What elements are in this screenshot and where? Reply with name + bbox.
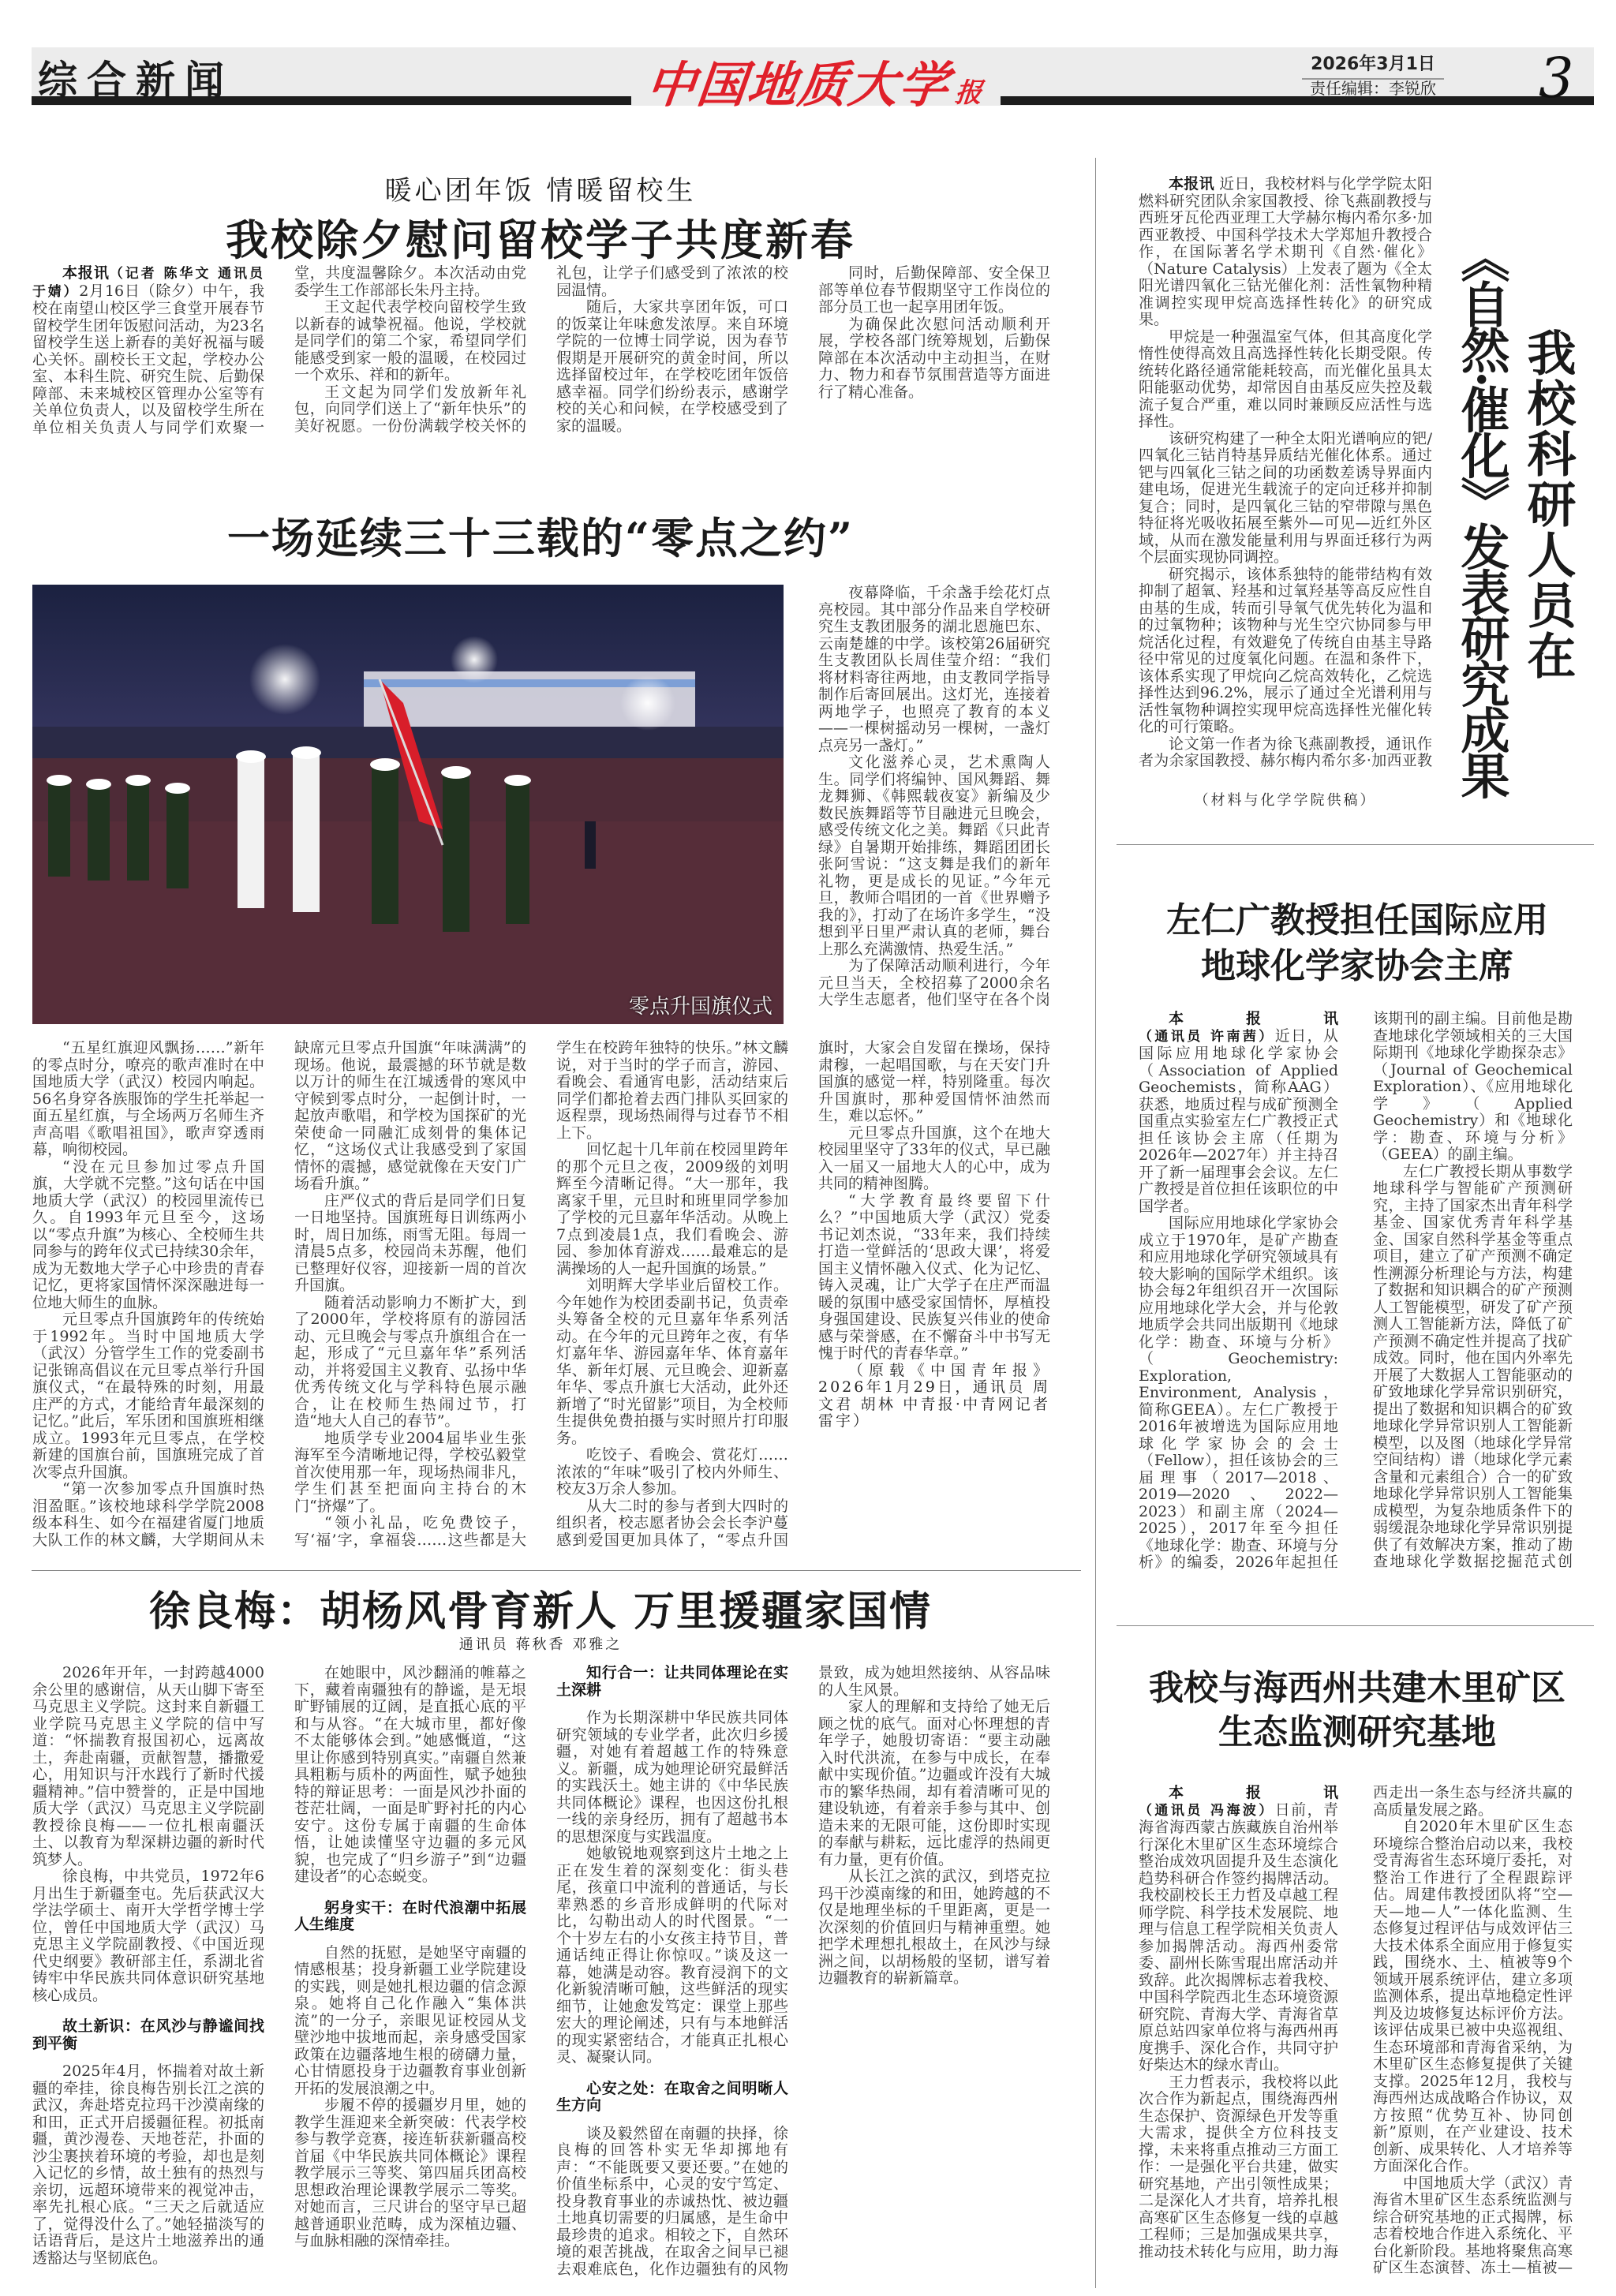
paragraph: 该研究构建了一种全太阳光谱响应的钯/四氧化三钴肖特基异质结光催化体系。通过钯与四氧化三钴之间的功函数差诱导界面内建电场，促进光生载流子的定向迁移并抑制复合；同时，是四氧化三钴的窄带隙与黑色特征将光吸收拓展至紫外—可见—近红外区域，从而在激发能量利用与界面迁移行为两个层面实现协同调控。 bbox=[1139, 429, 1432, 566]
paragraph: 王力哲表示，我校将以此次合作为新起点，围绕海西州生态保护、资源绿色开发等重大需求，提供全方位科技支撑，未来将重点推动三方面工作：一是强化平台共建，做实研究基地，产出引领性成果；二是深化人才共育，培养扎根高寒矿区生态修复一线的卓越工程师；三是加强成果共享，推动技术转化与应用，助力海西走出一条生态与经济共赢的高质量发展之路。 bbox=[1139, 1785, 1573, 2260]
paragraph: 元旦零点升国旗跨年的传统始于1992年。当时中国地质大学（武汉）分管学生工作的党委副书记张锦高倡议在元旦零点举行升国旗仪式，“在最特殊的时刻，用最庄严的方式，才能给青年最深刻的记忆。”此后，军乐团和国旗班相继成立。1993年元旦零点，在学校新建的国旗台前，国旗班完成了首次零点升国旗。 bbox=[32, 1311, 264, 1481]
headline-line: 生态监测研究基地 bbox=[1218, 1712, 1496, 1752]
paragraph: 谈及毅然留在南疆的抉择，徐良梅的回答朴实无华却掷地有声：“不能既要又要还要。”在她的价值坐标系中，心灵的安宁笃定、投身教育事业的赤诚热忱、被边疆土地真切需要的归属感，是生命中最珍贵的追求。相较之下，自然环境的艰苦挑战，在取舍之间早已褪去艰难底色，化作边疆独有的风物景致，成为她坦然接纳、从容品味的人生风景。 bbox=[556, 1665, 1050, 2278]
paragraph: 左仁广教授长期从事数学地球科学与智能矿产预测研究，主持了国家杰出青年科学基金、国家优秀青年科学基金、国家自然科学基金等重点项目，建立了矿产预测不确定性溯源分析理论与方法，构建了数据和知识耦合的矿产预测人工智能模型，研发了矿产预测人工智能新方法，降低了矿产预测不确定性并提高了找矿成效。同时，他在国内外率先开展了大数据人工智能驱动的矿致地球化学异常识别研究，提出了数据和知识耦合的矿致地球化学异常识别人工智能新模型，以及图（地球化学异常空间结构）谱（地球化学元素含量和元素组合）合一的矿致地球化学异常识别人工智能集成模型，为复杂地质条件下的弱缓混杂地球化学异常识别提供了有效解决方案，推动了勘查地球化学数据挖掘范式创 bbox=[1373, 1162, 1573, 1570]
headline-line: 地球化学家协会主席 bbox=[1201, 946, 1513, 986]
paragraph: 2026年开年，一封跨越4000余公里的感谢信，从天山脚下寄至马克思主义学院。这封来自新疆工业学院马克思主义学院的信中写道：“怀揣教育报国初心，远离故土，奔赴南疆，贡献智慧，播撒爱心，用知识与汗水践行了新时代援疆精神。”信中赞誉的，正是中国地质大学（武汉）马克思主义学院副教授徐良梅——一位扎根南疆沃土、以教育为犁深耕边疆的新时代筑梦人。 bbox=[32, 1665, 264, 1868]
masthead-rule-right bbox=[1001, 96, 1594, 105]
paragraph: 夜幕降临，千余盏手绘花灯点亮校园。其中部分作品来自学校研究生支教团服务的湖北恩施巴东、云南楚雄的中学。该校第26届研究生支教团队长周佳莹介绍：“我们将材料寄往两地，由支教同学指导制作后寄回展出。这灯光，连接着两地学子，也照亮了教育的本义——一棵树摇动另一棵树，一盏灯点亮另一盏灯。” bbox=[818, 585, 1050, 754]
paragraph: 自然的抚慰，是她坚守南疆的情感根基；投身新疆工业学院建设的实践，则是她扎根边疆的信念源泉。她将自己化作融入“集体洪流”的一分子，亲眼见证校园从戈壁沙地中拔地而起，亲身感受国家政策在边疆落地生根的磅礴力量，心甘情愿投身于边疆教育事业创新开拓的发展浪潮之中。 bbox=[294, 1943, 526, 2097]
paragraph-text: 近日，我校材料与化学学院太阳燃料研究团队余家国教授、徐飞燕副教授与西班牙瓦伦西亚理工大学赫尔梅内希尔多·加西亚教授、中国科学技术大学郑旭升教授合作，在国际著名学术期刊《自然·催化》（Nature Catalysis）上发表了题为《全太阳光谱四氧化三钴光催化剂：活性氧物种精准调控实现甲烷高选择性转化》的研究成果。 bbox=[1139, 176, 1432, 328]
paragraph: 国际应用地球化学家协会成立于1970年，是矿产勘查和应用地球化学研究领域具有较大影响的国际学术组织。该协会每2年组织召开一次国际应用地球化学大会，并与伦敦地质学会共同出版期刊《地球化学：勘查、环境与分析》（Geochemistry: Exploration, Environment, Analysis，简称GEEA）。左仁广教授于2016年被增选为国际应用地球化学家协会的会士（Fellow），担任该协会的三届理事（2017—2018、2019—2020、2022—2023）和副主席（2024—2025），2017年至今担任《地球化学：勘查、环境与分析》的编委，2026年起担任该期刊的副主编。目前他是勘查地球化学领域相关的三大国际期刊《地球化学勘探杂志》（Journal of Geochemical Exploration）、《应用地球化学》（Applied Geochemistry）和《地球化学：勘查、环境与分析》（GEEA）的副主编。 bbox=[1139, 1011, 1573, 1571]
section-title: 综合新闻 bbox=[38, 58, 234, 103]
paragraph-text: 2月16日（除夕）中午，我校在南望山校区学三食堂开展春节留校学生团年饭慰问活动，为23名留校学生送上新春的美好祝福与暖心关怀。副校长王文起，学校办公室、本科生院、研究生院、后勤保障部、未来城校区管理办公室等有关单位负责人，以及留校学生所在单位相关负责人与同学们欢聚一堂，共度温馨除夕。本次活动由党委学生工作部部长朱丹主持。 bbox=[32, 265, 526, 436]
paragraph: 甲烷是一种强温室气体，但其高度化学惰性使得高效且高选择性转化长期受限。传统转化路径通常能耗较高，而光催化虽具太阳能驱动优势，却常因自由基反应失控及载流子复合严重，难以同时兼顾反应活性与选择性。 bbox=[1139, 327, 1432, 430]
paragraph bbox=[1139, 176, 1432, 329]
zuo-headline bbox=[1120, 898, 1594, 989]
haixi-headline bbox=[1120, 1666, 1594, 1755]
xu-body bbox=[32, 1665, 1050, 2292]
paragraph: 王文起为同学们发放新年礼包，向同学们送上了“新年快乐”的美好祝愿。一份份满载学校关怀的礼包，让学子们感受到了浓浓的校园温情。 bbox=[294, 265, 788, 435]
paragraph: “没在元旦参加过零点升国旗，大学就不完整。”这句话在中国地质大学（武汉）的校园里流传已久。自1993年元旦至今，这场以“零点升旗”为核心、全校师生共同参与的跨年仪式已持续30余年，成为无数地大学子心中珍贵的青春记忆，更将家国情怀深深融进每一位地大师生的血脉。 bbox=[32, 1157, 264, 1311]
column-divider bbox=[1095, 158, 1096, 2288]
nature-headline-part1: 我校科研人员在 bbox=[1519, 327, 1577, 681]
paragraph: 随着活动影响力不断扩大，到了2000年，学校将原有的游园活动、元旦晚会与零点升旗组合在一起，形成了“元旦嘉年华”系列活动，并将爱国主义教育、弘扬中华优秀传统文化与学科特色展示融合，让在校师生热闹过节，打造“地大人自己的春节”。 bbox=[294, 1293, 526, 1430]
issue-date: 2026年3月1日 bbox=[1302, 50, 1444, 80]
newspaper-logo bbox=[643, 46, 988, 116]
zero-headline: 一场延续三十三载的“零点之约” bbox=[226, 513, 855, 563]
paragraph: 刘明辉大学毕业后留校工作。今年她作为校团委副书记，负责牵头筹备全校的元旦嘉年华系列活动。在今年的元旦跨年之夜，有华灯嘉年华、游园嘉年华、体育嘉年华、新年灯展、元旦晚会、迎新嘉年华、零点升旗七大活动，此外还新增了“时光留影”项目，为全校师生提供免费拍摄与实时照片打印服务。 bbox=[556, 1277, 788, 1447]
byline: （通讯员 冯海波） bbox=[1139, 1802, 1275, 1819]
paragraph bbox=[1139, 1011, 1338, 1215]
section-divider bbox=[32, 1570, 1081, 1571]
paragraph: “领小礼品，吃免费饺子，写‘福’字，拿福袋……这些都是大学生在校跨年独特的快乐。”林文麟说，对于当时的学子而言，游园、看晚会、看通宵电影，活动结束后同学们都抢着去西门排队买回家的返程票，现场热闹得与过春节不相上下。 bbox=[294, 1040, 788, 1549]
paragraph: 为了保障活动顺利进行，今年元旦当天，全校招募了2000余名大学生志愿者，他们坚守在各个岗 bbox=[818, 957, 1050, 1008]
paragraph: 庄严仪式的背后是同学们日复一日地坚持。国旗班每日训练两小时，周日加练，雨雪无阻。每周一清晨5点多，校园尚未苏醒，他们已整理好仪容，迎接新一周的首次升国旗。 bbox=[294, 1191, 526, 1294]
editor-credit: 责任编辑：李锐欣 bbox=[1310, 79, 1436, 98]
paragraph: 自2020年木里矿区生态环境综合整治启动以来，我校受青海省生态环境厅委托，对整治工作进行了全程跟踪评估。周建伟教授团队将“空—天—地—人”一体化监测、生态修复过程评估与成效评估三大技术体系全面应用于修复实践，围绕水、土、植被等9个领域开展系统评估，建立多项监测体系，提出草地稳定性评判及边坡修复达标评价方法。该评估成果已被中央巡视组、生态环境部和青海省采纳，为木里矿区生态修复提供了关键支撑。2025年12月，我校与海西州达成战略合作协议，双方按照“优势互补、协同创新”原则，在产业建设、技术创新、成果转化、人才培养等方面深化合作。 bbox=[1373, 1818, 1573, 2174]
dinner-kicker: 暖心团年饭 情暖留校生 bbox=[384, 175, 697, 207]
paragraph: 从大二时的参与者到大四时的组织者，校志愿者协会会长李沪蔓感到爱国更加具体了，“零点升国旗时，大家会自发留在操场，保持肃穆，一起唱国歌，与在天安门升国旗的感觉一样，特别隆重。每次升国旗时，那种爱国情怀油然而生，难以忘怀。” bbox=[556, 1040, 1050, 1549]
subheading: 知行合一：让共同体理论在实土深耕 bbox=[556, 1665, 788, 1699]
dateline: 本报讯 bbox=[1169, 176, 1214, 193]
paragraph: “大学教育最终要留下什么？”中国地质大学（武汉）党委书记刘杰说，“33年来，我们持续打造一堂鲜活的‘思政大课’，将爱国主义情怀融入仪式、化为记忆、铸入灵魂，让广大学子在庄严而温暖的氛围中感受家国情怀，厚植投身强国建设、民族复兴伟业的使命感与荣誉感，在不懈奋斗中书写无愧于时代的青春华章。” bbox=[818, 1191, 1050, 1362]
paragraph-text: 近日，从国际应用地球化学家协会（Association of Applied Geochemists，简称AAG）获悉，地质过程与成矿预测全国重点实验室左仁广教授正式担任该协会主席（任期为2026年—2027年）并主持召开了新一届理事会会议。左仁广教授是首位担任该职位的中国学者。 bbox=[1139, 1026, 1338, 1215]
paragraph: 从长江之滨的武汉，到塔克拉玛干沙漠南缘的和田，她跨越的不仅是地理坐标的千里距离，更是一次深刻的价值回归与精神重塑。她把学术理想扎根故土，在风沙与绿洲之间，以胡杨般的坚韧，谱写着边疆教育的崭新篇章。 bbox=[818, 1868, 1050, 1987]
paragraph: 她敏锐地观察到这片土地之上正在发生着的深刻变化：街头巷尾，孩童口中流利的普通话，与长辈熟悉的乡音形成鲜明的代际对比，勾勒出动人的时代图景。“一个十岁左右的小女孩主持节目，普通话纯正得让你惊叹。”谈及这一幕，她满是动容。教育浸润下的文化新貌清晰可触，这些鲜活的现实细节，让她愈发笃定：课堂上那些宏大的理论阐述，只有与本地鲜活的现实紧密结合，才能真正扎根心灵、凝聚认同。 bbox=[556, 1845, 788, 2066]
paragraph: 作为长期深耕中华民族共同体研究领域的专业学者，此次归乡援疆，对她有着超越工作的特殊意义。新疆，成为她理论研究最鲜活的实践沃土。她主讲的《中华民族共同体概论》课程，也因这份扎根一线的亲身经历，拥有了超越书本的思想深度与实践温度。 bbox=[556, 1709, 788, 1845]
subheading: 故土新识：在风沙与静谧间找到平衡 bbox=[32, 2017, 264, 2052]
paragraph: 文化滋养心灵，艺术熏陶人生。同学们将编钟、国风舞蹈、舞龙舞狮、《韩熙载夜宴》新编及少数民族舞蹈等节目融进元旦晚会，感受传统文化之美。舞蹈《只此青绿》自暑期开始排练，舞蹈团团长张阿雪说：“这支舞是我们的新年礼物，更是成长的见证。”今年元旦，教师合唱团的一首《世界赠予我的》，打动了在场许多学生，“没想到平日里严肃认真的老师，舞台上那么充满激情、热爱生活。” bbox=[818, 753, 1050, 958]
page-number: 3 bbox=[1539, 46, 1574, 110]
logo-text: 中国地质大学 bbox=[643, 56, 953, 114]
dinner-body bbox=[32, 265, 1050, 454]
paragraph: 步履不停的援疆岁月里，她的教学生涯迎来全新突破：代表学校参与教学竞赛，接连斩获新疆高校首届《中华民族共同体概论》课程教学展示三等奖、第四届兵团高校思想政治理论课教学展示二等奖。对她而言，三尺讲台的坚守早已超越普通职业范畴，成为深植边疆、与血脉相融的深情牵挂。 bbox=[294, 2096, 526, 2249]
paragraph: 吃饺子、看晚会、赏花灯……浓浓的“年味”吸引了校内外师生、校友3万余人参加。 bbox=[556, 1446, 788, 1498]
subheading: 心安之处：在取舍之间明晰人生方向 bbox=[556, 2079, 788, 2114]
photo-image bbox=[32, 585, 784, 1024]
byline: （通讯员 许南茜） bbox=[1139, 1028, 1275, 1045]
paragraph bbox=[1139, 1785, 1338, 2074]
zuo-body bbox=[1139, 1011, 1573, 1575]
flag-ceremony-photo[interactable] bbox=[32, 585, 784, 1024]
xu-byline: 通讯员 蒋秋香 邓雅之 bbox=[458, 1636, 623, 1653]
paragraph: 徐良梅，中共党员，1972年6月出生于新疆奎屯。先后获武汉大学法学硕士、南开大学哲学博士学位，曾任中国地质大学（武汉）马克思主义学院副教授、《中国近现代史纲要》教研部主任，系湖北省铸牢中华民族共同体意识研究基地核心成员。 bbox=[32, 1868, 264, 2004]
photo-caption: 零点升国旗仪式 bbox=[628, 995, 772, 1019]
dinner-headline: 我校除夕慰问留校学子共度新春 bbox=[226, 215, 855, 265]
paragraph: “第一次参加零点升国旗时热泪盈眶。”该校地球科学学院2008级本科生、如今在福建省厦门地质大队工作的林文麟，大学期间从未缺席元旦零点升国旗“年味满满”的现场。他说，最震撼的环节就是数以万计的师生在江城透骨的寒风中守候到零点时分，一起倒计时，一起放声歌唱，和学校为国探矿的光荣使命一同融汇成刻骨的集体记忆，“这场仪式让我感受到了家国情怀的震撼，感觉就像在天安门广场看升旗。” bbox=[32, 1040, 526, 1549]
paragraph: 为确保此次慰问活动顺利开展，学校各部门统筹规划，后勤保障部在本次活动中主动担当，在财力、物力和春节氛围营造等方面进行了精心准备。 bbox=[818, 315, 1050, 401]
headline-line: 我校与海西州共建木里矿区 bbox=[1149, 1668, 1566, 1708]
paragraph-text: 日前，青海省海西蒙古族藏族自治州举行深化木里矿区生态环境综合整治成效巩固提升及生态演化趋势科研合作签约揭牌活动。我校副校长王力哲及卓越工程师学院、科学技术发展院、地理与信息工程学院相关负责人参加揭牌活动。海西州委常委、副州长陈雪琨出席活动并致辞。此次揭牌标志着我校、中国科学院西北生态环境资源研究院、青海大学、青海省草原总站四家单位将与海西州再度携手、深化合作，共同守护好柴达木的绿水青山。 bbox=[1139, 1801, 1338, 2074]
zero-body bbox=[32, 1040, 1050, 1561]
section-divider bbox=[1117, 844, 1594, 845]
paragraph: 论文第一作者为徐飞燕副教授，通讯作者为余家国教授、赫尔梅内希尔多·加西亚教 bbox=[1139, 735, 1432, 769]
paragraph: 2025年4月，怀揣着对故土新疆的牵挂，徐良梅告别长江之滨的武汉，奔赴塔克拉玛干沙漠南缘的和田，正式开启援疆征程。初抵南疆，黄沙漫卷、天地苍茫，扑面的沙尘裹挟着环境的考验，却也是刻入记忆的乡情，故土独有的热烈与亲切，远超环境带来的视觉冲击，率先扎根心底。“三天之后就适应了，觉得没什么了。”她轻描淡写的话语背后，是这片土地滋养出的通透豁达与坚韧底色。 bbox=[32, 2062, 264, 2267]
paragraph: 王文起代表学校向留校学生致以新春的诚挚祝福。他说，学校就是同学们的第二个家，希望同学们能感受到家一般的温暖，在校园过一个欢乐、祥和的新年。 bbox=[294, 298, 526, 383]
logo-suffix: 报 bbox=[953, 77, 986, 109]
section-divider bbox=[1117, 1625, 1594, 1626]
paragraph: 在她眼中，风沙翻涌的帷幕之下，藏着南疆独有的静谧，是无垠旷野铺展的辽阔，是直抵心底的平和与从容。“在大城市里，都好像不太能够体会到。”她感慨道，“这里让你感到特别真实。”南疆自然兼具粗粝与质朴的两面性，赋予她独特的辩证思考：一面是风沙扑面的苍茫壮阔，一面是旷野衬托的内心安宁。这份专属于南疆的生命体悟，让她读懂坚守边疆的多元风貌，也完成了“归乡游子”到“边疆建设者”的心态蜕变。 bbox=[294, 1665, 526, 1885]
paragraph: “五星红旗迎风飘扬……”新年的零点时分，嘹亮的歌声准时在中国地质大学（武汉）校园内响起。56名身穿各族服饰的学生托举起一面五星红旗，与全场两万名师生齐声高唱《歌唱祖国》，歌声穿透雨幕，响彻校园。 bbox=[32, 1040, 264, 1158]
dateline: 本报讯 bbox=[62, 265, 110, 282]
nature-source: （材料与化学学院供稿） bbox=[1194, 792, 1377, 809]
paragraph: 同时，后勤保障部、安全保卫部等单位春节假期坚守工作岗位的部分员工也一起享用团年饭。 bbox=[818, 265, 1050, 316]
nature-headline-part2: 《自然·催化》发表研究成果 bbox=[1453, 234, 1510, 797]
paragraph: 回忆起十几年前在校园里跨年的那个元旦之夜，2009级的刘明辉至今清晰记得。“大一那年，我离家千里，元旦时和班里同学参加了学校的元旦嘉年华活动。从晚上7点到凌晨1点，我们看晚会、游园、参加体育游戏……最难忘的是满操场的人一起升国旗的场景。” bbox=[556, 1141, 788, 1277]
paragraph: 地质学专业2004届毕业生张海军至今清晰地记得，学校弘毅堂首次使用那一年，现场热闹非凡，学生们甚至把面向主持台的木门“挤爆”了。 bbox=[294, 1429, 526, 1515]
source-note: （原载《中国青年报》2026年1月29日，通讯员 周文君 胡林 中青报·中青网记者 雷宇） bbox=[818, 1361, 1050, 1430]
paragraph: 元旦零点升国旗，这个在地大校园里坚守了33年的仪式，早已融入一届又一届地大人的心中，成为共同的精神图腾。 bbox=[818, 1124, 1050, 1192]
paragraph: 家人的理解和支持给了她无后顾之忧的底气。面对心怀理想的青年学子，她殷切寄语：“要主动融入时代洪流，在参与中成长，在奉献中实现价值。”边疆或许没有大城市的繁华热闹，却有着清晰可见的建设轨迹，有着亲手参与其中、创造未来的无限可能，这份即时实现的奉献与耕耘，远比虚浮的热闹更有力量，更有价值。 bbox=[818, 1698, 1050, 1868]
dateline: 本报讯 bbox=[1169, 1011, 1338, 1027]
paragraph: 随后，大家共享团年饭，可口的饭菜让年味愈发浓厚。来自环境学院的一位博士同学说，因为春节假期是开展研究的黄金时间，所以选择留校过年，在学校吃团年饭倍感幸福。同学们纷纷表示，感谢学校的关心和问候，在学校感受到了家的温暖。 bbox=[556, 298, 788, 435]
paragraph: 研究揭示，该体系独特的能带结构有效抑制了超氧、羟基和过氧羟基等高反应性自由基的生成，转而引导氧气优先转化为温和的过氧物种；该物种与光生空穴协同参与甲烷活化过程，有效避免了传统自由基主导路径中常见的过度氧化问题。在温和条件下，该体系实现了甲烷向乙烷高效转化，乙烷选择性达到96.2%，展示了通过全光谱利用与活性氧物种调控实现甲烷高选择性光催化转化的可行策略。 bbox=[1139, 565, 1432, 735]
dateline: 本报讯 bbox=[1169, 1785, 1338, 1801]
zero-side-column bbox=[818, 585, 1050, 1024]
byline: （记者 陈华文 通讯员 于婧） bbox=[32, 266, 264, 300]
haixi-body bbox=[1139, 1785, 1573, 2292]
xu-headline: 徐良梅：胡杨风骨育新人 万里援疆家国情 bbox=[148, 1587, 933, 1636]
nature-body bbox=[1139, 176, 1432, 783]
headline-line: 左仁广教授担任国际应用 bbox=[1166, 900, 1548, 940]
paragraph: 中国地质大学（武汉）青海省木里矿区生态系统监测与综合研究基地的正式揭牌，标志着校地合作进入系统化、平台化新阶段。基地将聚焦高寒矿区生态演替、冻土—植被— bbox=[1373, 2174, 1573, 2276]
subheading: 躬身实干：在时代浪潮中拓展人生维度 bbox=[294, 1898, 526, 1933]
